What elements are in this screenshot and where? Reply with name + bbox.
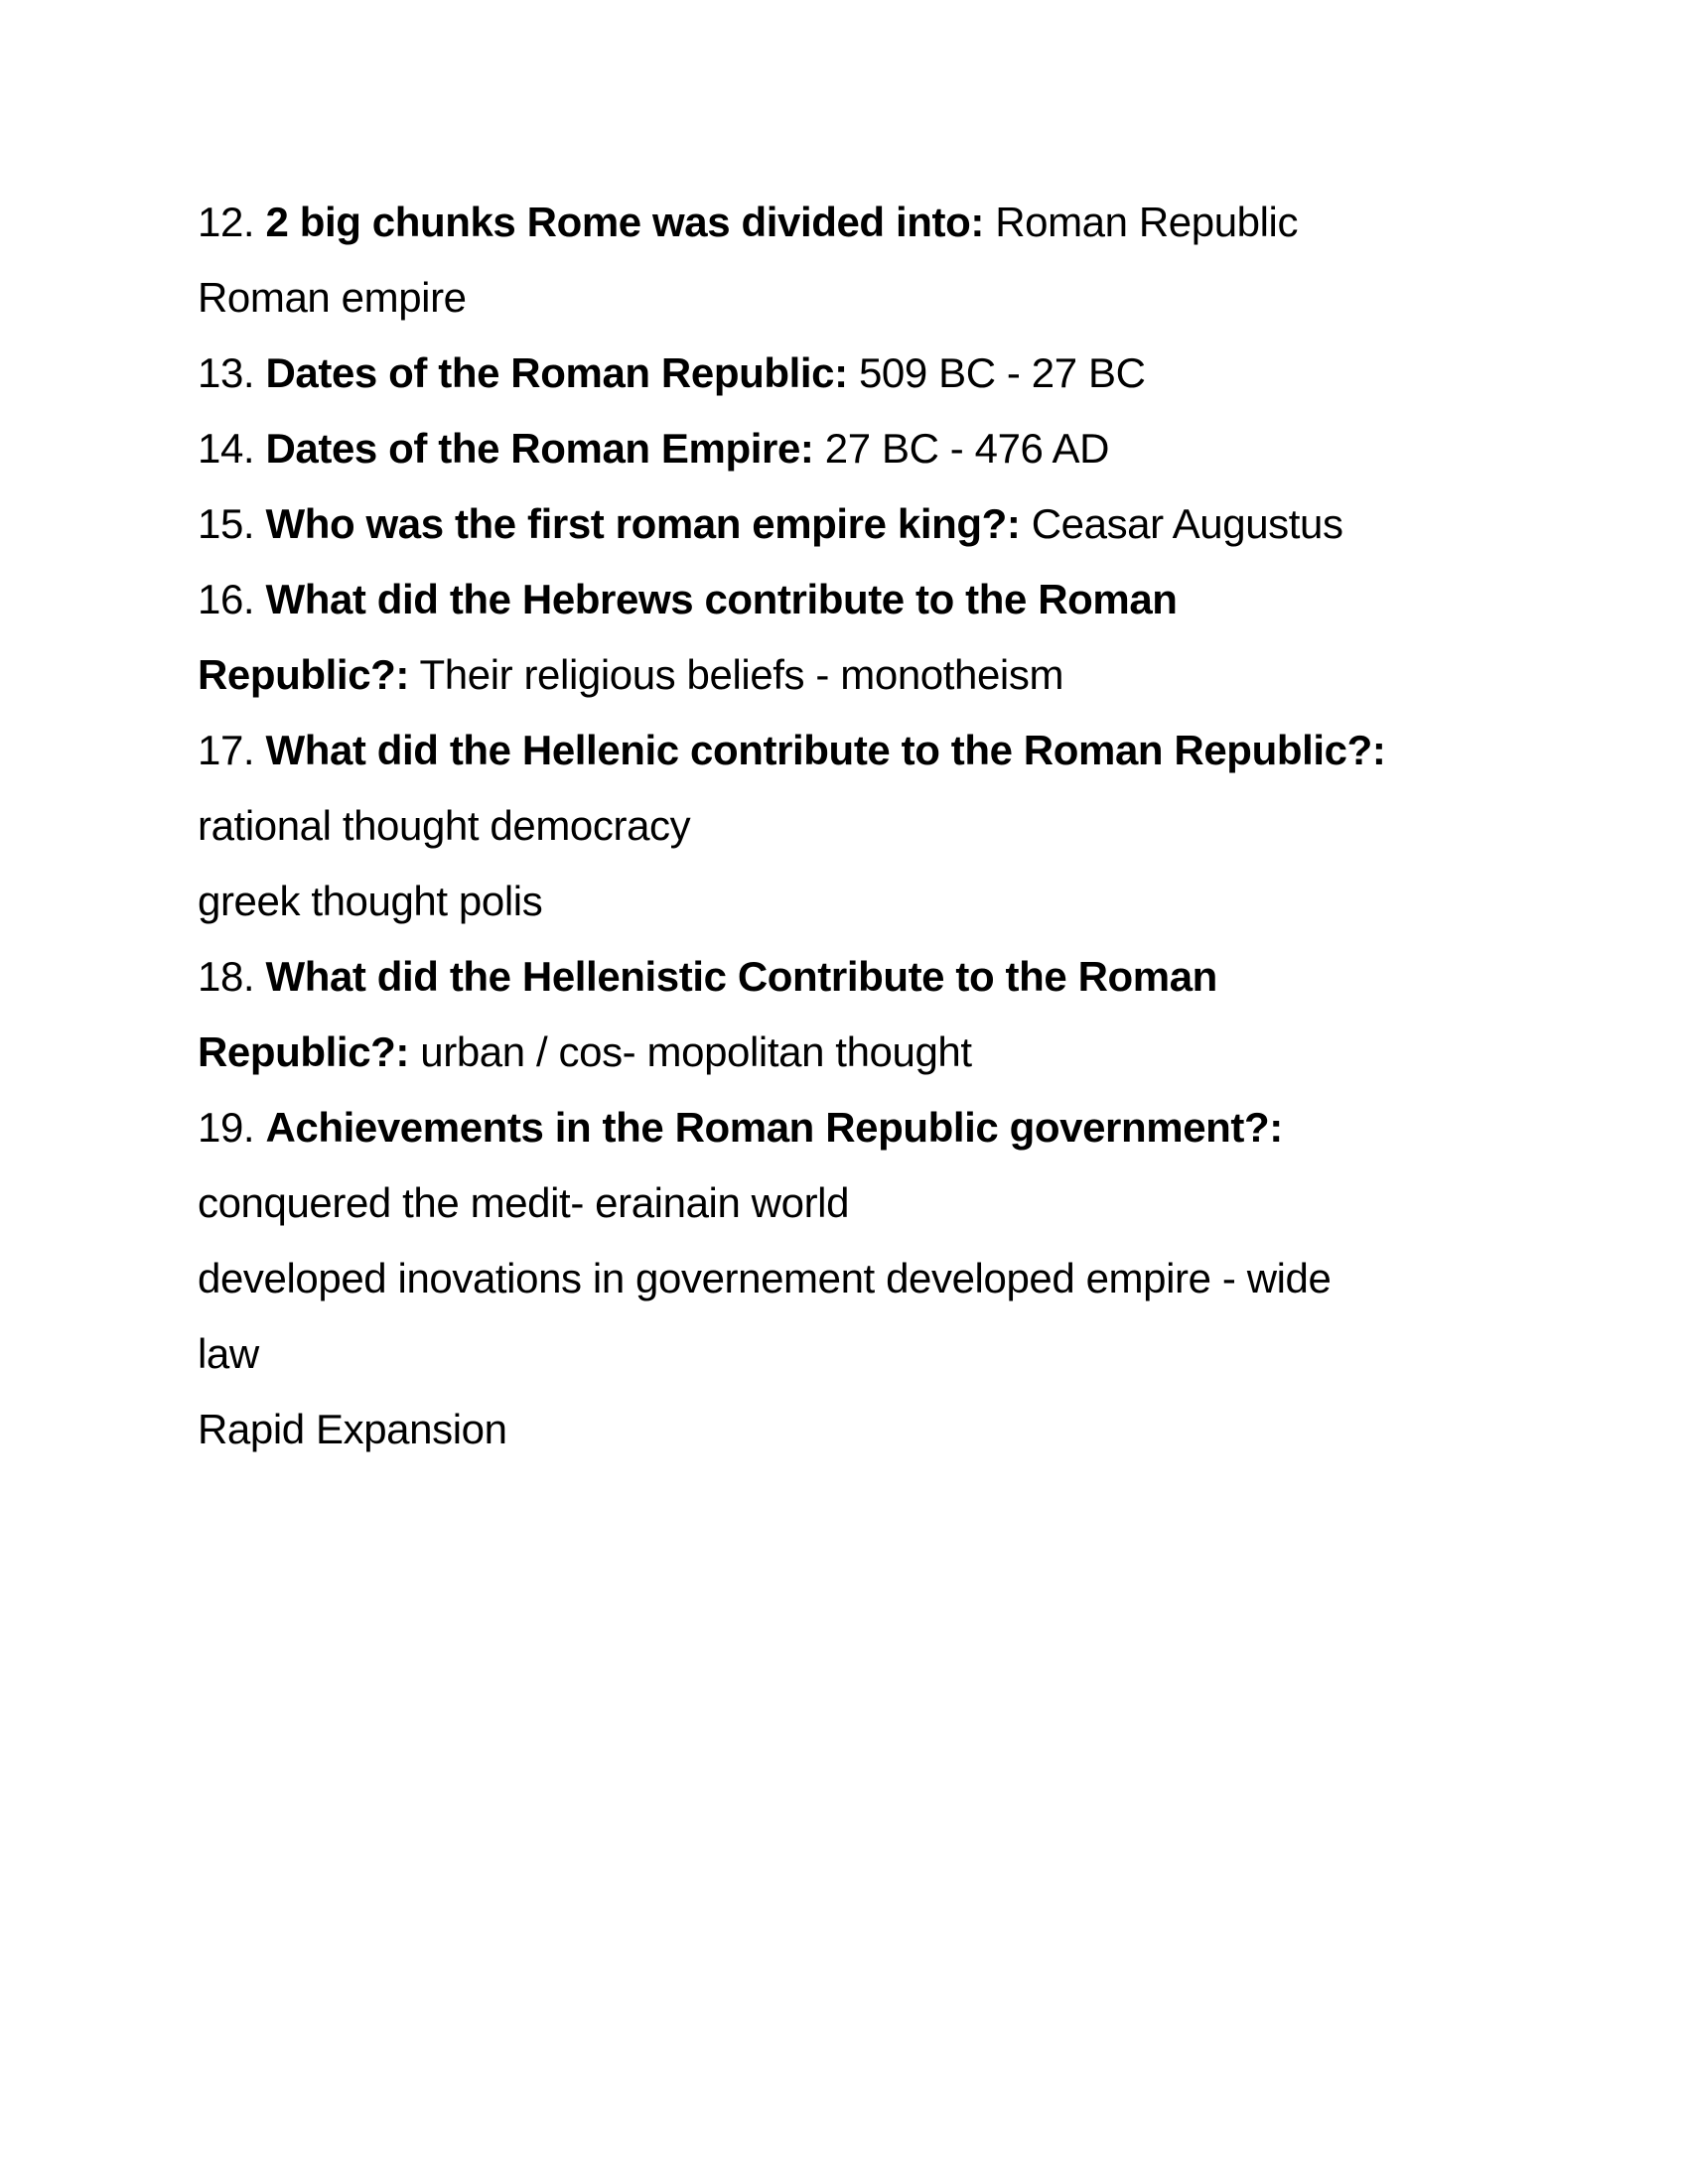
question: What did the Hellenic contribute to the Roman Republic?: [265, 727, 1386, 773]
answer-line: Roman empire [198, 274, 467, 321]
question: Republic?: [198, 1028, 409, 1075]
answer: Ceasar Augustus [1031, 500, 1343, 547]
answer-line: greek thought polis [198, 878, 543, 924]
question: What did the Hebrews contribute to the Roman [265, 576, 1178, 622]
answer-line: developed inovations in governement developed empire - wide [198, 1255, 1332, 1301]
document-page [198, 185, 1538, 1467]
item-14: 14. Dates of the Roman Empire: 27 BC - 476 AD [198, 425, 1110, 472]
question: Achievements in the Roman Republic government?: [265, 1104, 1283, 1151]
answer-line: rational thought democracy [198, 802, 691, 849]
item-19: 19. Achievements in the Roman Republic government?: [198, 1104, 1283, 1151]
item-18: 18. What did the Hellenistic Contribute to the Roman [198, 953, 1217, 1000]
item-17: 17. What did the Hellenic contribute to the Roman Republic?: [198, 727, 1386, 773]
answer: Roman Republic [995, 199, 1299, 245]
item-13: 13. Dates of the Roman Republic: 509 BC - 27 BC [198, 349, 1146, 396]
answer: 27 BC - 476 AD [824, 425, 1110, 472]
item-18-cont [198, 1015, 1538, 1090]
answer: 509 BC - 27 BC [858, 349, 1146, 396]
answer: Their religious beliefs - monotheism [419, 651, 1064, 698]
question: Dates of the Roman Empire: [265, 425, 814, 472]
answer-line: conquered the medit- erainain world [198, 1179, 850, 1226]
question: Dates of the Roman Republic: [265, 349, 848, 396]
item-15: 15. Who was the first roman empire king?: Ceasar Augustus [198, 500, 1343, 547]
item-16: 16. What did the Hebrews contribute to the Roman [198, 576, 1178, 622]
answer: urban / cos- mopolitan thought [420, 1028, 972, 1075]
question: What did the Hellenistic Contribute to the Roman [265, 953, 1217, 1000]
answer-line: Rapid Expansion [198, 1406, 507, 1452]
item-12: 12. 2 big chunks Rome was divided into: Roman Republic [198, 199, 1299, 245]
question: 2 big chunks Rome was divided into: [265, 199, 984, 245]
answer-line: law [198, 1330, 259, 1377]
question: Republic?: [198, 651, 409, 698]
question: Who was the first roman empire king?: [265, 500, 1021, 547]
item-16-cont [198, 637, 1538, 713]
